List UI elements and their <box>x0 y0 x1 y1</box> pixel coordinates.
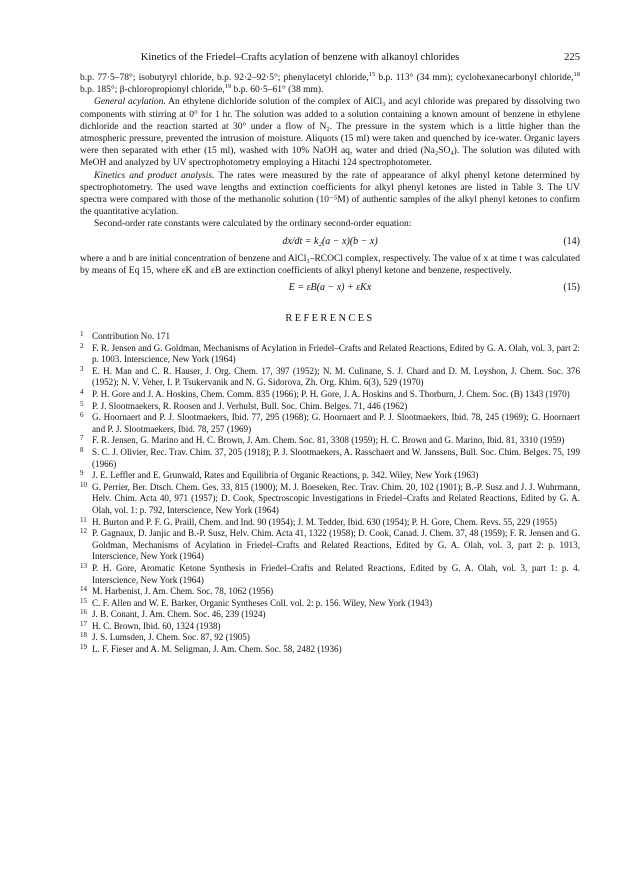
reference-text: J. E. Leffler and E. Grunwald, Rates and Equilibria of Organic Reactions, p. 342. Wiley, New York (1963) <box>92 470 479 481</box>
equation-14-number: (14) <box>563 235 580 247</box>
reference-number: 4 <box>80 388 84 397</box>
page-number: 225 <box>564 52 580 63</box>
reference-number: 3 <box>80 364 84 373</box>
reference-number: 7 <box>80 434 84 443</box>
reference-number: 5 <box>80 399 84 408</box>
reference-text: Contribution No. 171 <box>92 331 171 342</box>
reference-number: 9 <box>80 469 84 478</box>
reference-item <box>80 470 580 482</box>
reference-text: E. H. Man and C. R. Hauser, J. Org. Chem. 17, 397 (1952); N. M. Culinane, S. J. Chard and D. M. Leyshon, J. Chem. Soc. 376 (1952); N. V. Veher, I. P. Tsukervanik and N. G. Sidorova, Zh. Org. Khim. 6(3), 529 (1970) <box>92 365 580 388</box>
reference-text: P. H. Gore, Aromatic Ketone Synthesis in Friedel–Crafts and Related Reactions, Edited by G. A. Olah, vol. 3, part 1: p. 4. Interscience, New York (1964) <box>92 562 580 585</box>
reference-number: 14 <box>80 585 87 594</box>
reference-number: 10 <box>80 480 87 489</box>
reference-number: 12 <box>80 527 87 536</box>
reference-number: 16 <box>80 608 87 617</box>
reference-number: 6 <box>80 411 84 420</box>
reference-number: 17 <box>80 619 87 628</box>
equation-15-expression: E = εB(a − x) + εKx <box>288 282 372 294</box>
reference-item <box>80 621 580 633</box>
reference-text: C. F. Allen and W. E. Barker, Organic Syntheses Coll. vol. 2: p. 156. Wiley, New York (1943) <box>92 597 433 608</box>
reference-number: 1 <box>80 330 84 339</box>
reference-text: F. R. Jensen and G. Goldman, Mechanisms of Acylation in Friedel–Crafts and Related Reactions, Edited by G. A. Olah, vol. 3, part 2: p. 1003. Interscience, New York (1964) <box>92 342 580 365</box>
reference-text: P. Gagnaux, D. Janjic and B.-P. Susz, Helv. Chim. Acta 41, 1322 (1958); D. Cook, Canad. J. Chem. 37, 48 (1959); F. R. Jensen and G. Goldman, Mechanisms of Acylation in Friedel–Crafts and Related Reactions, Edited by G. A. Olah, vol. 3, part 2: p. 1013, Interscience, New York (1964) <box>92 528 580 562</box>
reference-text: M. Harbenist, J. Am. Chem. Soc. 78, 1062 (1956) <box>92 586 274 597</box>
reference-item <box>80 343 580 366</box>
reference-item <box>80 401 580 413</box>
references-list <box>80 331 580 656</box>
reference-number: 13 <box>80 561 87 570</box>
reference-item <box>80 563 580 586</box>
equation-15 <box>80 277 580 299</box>
reference-item <box>80 331 580 343</box>
reference-item <box>80 609 580 621</box>
reference-number: 11 <box>80 515 87 524</box>
paragraph-kinetics: Kinetics and product analysis. The rates were measured by the rate of appearance of alkyl phenyl ketone determined by spectrophotometry. The used wave lengths and extinction coefficients for alkyl phenyl ketones are listed in Table 3. The UV spectra were compared with those of the methanolic solution (10⁻⁵M) of authentic samples of the alkyl phenyl ketones to confirm the quantitative acylation. <box>80 170 580 218</box>
reference-number: 19 <box>80 643 87 652</box>
reference-number: 15 <box>80 596 87 605</box>
reference-number: 8 <box>80 445 84 454</box>
reference-text: H. C. Brown, Ibid. 60, 1324 (1938) <box>92 620 221 631</box>
equation-14-expression: dx/dt = k₂(a − x)(b − x) <box>282 235 378 247</box>
equation-14 <box>80 231 580 253</box>
reference-text: S. C. J. Olivier, Rec. Trav. Chim. 37, 205 (1918); P. J. Slootmaekers, A. Rasschaert and W. Janssens, Bull. Soc. Chim. Belges. 75, 199 (1966) <box>92 446 580 469</box>
reference-item <box>80 528 580 563</box>
paragraph-general-acylation: General acylation. An ethylene dichloride solution of the complex of AlCl₃ and acyl chloride was prepared by dissolving two components with stirring at 0° for 1 hr. The solution was added to a solution containing a known amount of benzene in ethylene dichloride and the reaction started at 30° under a flow of N₂. The pressure in the system which is a little higher than the atmospheric pressure, prevented the intrusion of moisture. Aliquots (15 ml) were taken and quenched by ice-water. Organic layers were then separated with ether (15 ml), washed with 10% NaOH aq, water and dried (Na₂SO₄). The solution was diluted with MeOH and analyzed by UV spectrophotometry employing a Hitachi 124 spectrophotometer. <box>80 97 580 169</box>
reference-text: G. Perrier, Ber. Dtsch. Chem. Ges. 33, 815 (1900); M. J. Boeseken, Rec. Trav. Chim. 20, 102 (1901); B.-P. Susz and J. J. Wuhrmann, Helv. Chim. Acta 40, 971 (1957); D. Cook, Spectroscopic Investigations in Friedel–Crafts and Related Reactions, Edited by G. A. Olah, vol. 1: p. 792, Interscience, New York (1964) <box>92 481 580 515</box>
reference-text: F. R. Jensen, G. Marino and H. C. Brown, J. Am. Chem. Soc. 81, 3308 (1959); H. C. Brown and G. Marino, Ibid. 81, 3310 (1959) <box>92 435 565 446</box>
reference-number: 2 <box>80 341 84 350</box>
reference-text: H. Burton and P. F. G. Praill, Chem. and Ind. 90 (1954); J. M. Tedder, Ibid. 630 (1954); P. H. Gore, Chem. Revs. 55, 229 (1955) <box>92 516 557 527</box>
section-lead-kinetics: Kinetics and product analysis. <box>94 170 215 181</box>
paragraph-second-order: Second-order rate constants were calculated by the ordinary second-order equation: <box>94 219 412 230</box>
reference-text: P. J. Slootmaekers, R. Roosen and J. Verhulst, Bull. Soc. Chim. Belges. 71, 446 (1962) <box>92 400 408 411</box>
references-heading: REFERENCES <box>285 313 375 325</box>
reference-item <box>80 447 580 470</box>
running-header <box>80 50 580 66</box>
equation-15-number: (15) <box>563 282 580 294</box>
reference-text: J. S. Lumsden, J. Chem. Soc. 87, 92 (1905) <box>92 632 250 643</box>
reference-text: J. B. Conant, J. Am. Chem. Soc. 46, 239 (1924) <box>92 609 266 620</box>
reference-item <box>80 366 580 389</box>
reference-text: G. Hoornaert and P. J. Slootmaekers, Ibid. 77, 295 (1968); G. Hoornaert and P. J. Slootmaekers, Ibid. 78, 245 (1969); G. Hoornaert and P. J. Slootmaekers, Ibid. 78, 257 (1969) <box>92 412 580 434</box>
reference-item <box>80 517 580 529</box>
reference-item <box>80 412 580 435</box>
reference-item <box>80 482 580 517</box>
paragraph-boiling-points: b.p. 77·5–78°; isobutyryl chloride, b.p. 92·2–92·5°; phenylacetyl chloride,$^{15}$ b.p. 113° (34 mm); cyclohexanecarbonyl chloride,$^{18}$ b.p. 185°; β-chloropropionyl chloride,$^{19}$ b.p. 60·5–61° (38 mm). <box>80 70 580 96</box>
reference-item <box>80 598 580 610</box>
paragraph-where: where a and b are initial concentration of benzene and AlCl₃–RCOCl complex, respectively. The value of x at time t was calculated by means of Eq 15, where εK and εB are extinction coefficients of alkyl phenyl ketone and benzene, respectively. <box>80 253 580 276</box>
running-title: Kinetics of the Friedel–Crafts acylation of benzene with alkanoyl chlorides <box>140 52 460 63</box>
article-body <box>80 72 580 656</box>
section-lead-general-acylation: General acylation. <box>94 97 166 108</box>
reference-item <box>80 586 580 598</box>
reference-item <box>80 632 580 644</box>
reference-text: P. H. Gore and J. A. Hoskins, Chem. Comm. 835 (1966); P. H. Gore, J. A. Hoskins and S. Thorburn, J. Chem. Soc. (B) 1343 (1970) <box>92 389 570 400</box>
reference-item <box>80 644 580 656</box>
reference-text: L. F. Fieser and A. M. Seligman, J. Am. Chem. Soc. 58, 2482 (1936) <box>92 644 342 655</box>
reference-number: 18 <box>80 631 87 640</box>
reference-item <box>80 435 580 447</box>
reference-item <box>80 389 580 401</box>
